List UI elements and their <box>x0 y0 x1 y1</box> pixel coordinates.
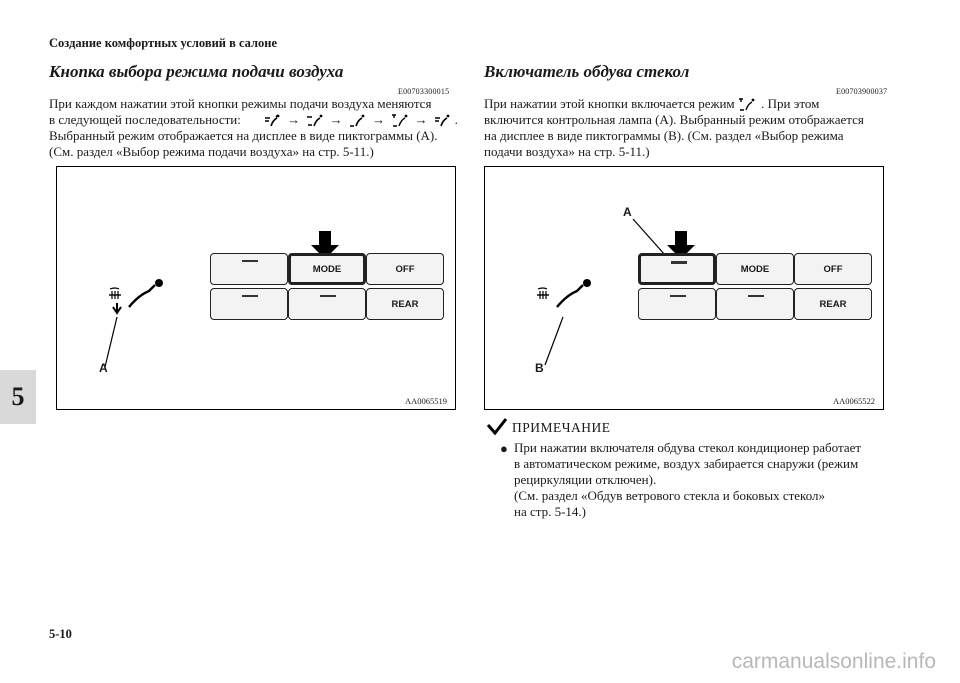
right-first-line <box>484 96 864 112</box>
note-line: в автоматическом режиме, воздух забирается снаружи (режим <box>514 456 859 471</box>
right-paragraph <box>484 96 864 160</box>
face-mode-icon <box>263 114 281 128</box>
watermark: carmanualsonline.info <box>731 650 936 673</box>
right-line: включится контрольная лампа (A). Выбранный режим отображается <box>484 112 864 128</box>
mode-button[interactable]: MODE <box>288 253 366 285</box>
note-bullet: ● <box>500 441 508 456</box>
rear-button[interactable]: REAR <box>794 288 872 320</box>
sequence-arrow: → <box>414 112 428 127</box>
indicator-lamp <box>671 261 687 264</box>
left-line: При каждом нажатии этой кнопки режимы подачи воздуха меняются <box>49 96 432 111</box>
left-sequence-line <box>49 112 458 128</box>
display-icon <box>537 279 591 307</box>
leader-a <box>105 317 117 367</box>
recirc-button[interactable] <box>288 288 366 320</box>
note-line: (См. раздел «Обдув ветрового стекла и боковых стекол» <box>514 488 826 503</box>
note-line: При нажатии включателя обдува стекол кондиционер работает <box>514 440 862 455</box>
left-figure <box>56 166 456 410</box>
left-line: Выбранный режим отображается на дисплее в виде пиктограммы (A). <box>49 128 438 144</box>
foot-mode-icon <box>348 114 366 128</box>
sequence-arrow: → <box>372 112 386 127</box>
note-line: на стр. 5-14.) <box>514 504 586 519</box>
left-heading: Кнопка выбора режима подачи воздуха <box>49 62 344 81</box>
defrost-foot-mode-icon <box>738 98 758 112</box>
right-line: . При этом <box>761 96 820 111</box>
mode-button[interactable]: MODE <box>716 253 794 285</box>
display-icon <box>109 279 163 313</box>
leader-b <box>545 317 563 365</box>
recirc-button[interactable] <box>716 288 794 320</box>
right-heading: Включатель обдува стекол <box>484 62 690 81</box>
note-line: рециркуляции отключен). <box>514 472 657 487</box>
note-text <box>514 440 861 520</box>
sequence-arrow: → <box>329 112 343 127</box>
chapter-tab: 5 <box>0 370 36 424</box>
note-icon <box>486 417 508 437</box>
rear-button[interactable]: REAR <box>366 288 444 320</box>
left-line: (См. раздел «Выбор режима подачи воздуха» на стр. 5-11.) <box>49 144 374 160</box>
note-title: ПРИМЕЧАНИЕ <box>512 420 611 435</box>
label-a: A <box>623 205 632 219</box>
right-line: подачи воздуха» на стр. 5-11.) <box>484 144 650 160</box>
left-line: в следующей последовательности: <box>49 112 241 127</box>
right-line: на дисплее в виде пиктограммы (B). (См. раздел «Выбор режима <box>484 128 844 144</box>
left-paragraph <box>49 96 458 160</box>
sequence-arrow: → <box>287 112 301 127</box>
face-mode-icon-end <box>433 114 451 128</box>
defrost-button[interactable] <box>638 253 716 285</box>
rear-defrost-button[interactable] <box>638 288 716 320</box>
right-section-code: E00703900037 <box>836 87 888 96</box>
bilevel-mode-icon <box>306 114 324 128</box>
sequence-end: . <box>454 112 458 127</box>
right-figure-code: AA0065522 <box>833 396 876 406</box>
label-a: A <box>99 361 108 375</box>
left-figure-code: AA0065519 <box>405 396 448 406</box>
rear-defrost-button[interactable] <box>210 288 288 320</box>
label-b: B <box>535 361 544 375</box>
off-button[interactable]: OFF <box>366 253 444 285</box>
page-number: 5-10 <box>49 627 72 641</box>
off-button[interactable]: OFF <box>794 253 872 285</box>
right-figure <box>484 166 884 410</box>
right-line: При нажатии этой кнопки включается режим <box>484 96 735 111</box>
left-section-code: E00703300015 <box>398 87 450 96</box>
page-header: Создание комфортных условий в салоне <box>49 36 278 50</box>
defrost-button[interactable] <box>210 253 288 285</box>
foot-defrost-mode-icon <box>391 114 409 128</box>
